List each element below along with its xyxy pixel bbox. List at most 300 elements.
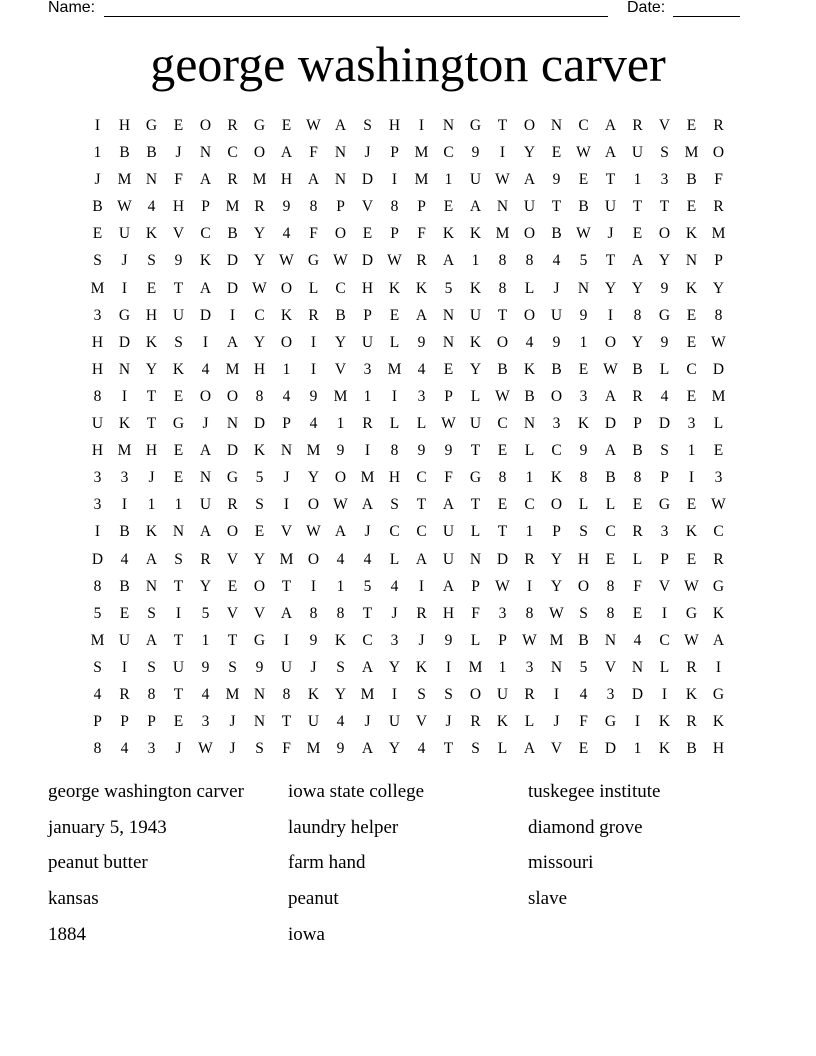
grid-letter: S [579, 523, 588, 541]
grid-letter: 3 [120, 469, 129, 487]
grid-letter: A [199, 523, 212, 541]
grid-letter: 8 [525, 604, 534, 622]
grid-letter: U [361, 333, 374, 351]
grid-letter: J [364, 713, 371, 731]
grid-letter: R [686, 713, 697, 731]
grid-letter: M [495, 225, 510, 243]
grid-letter: S [660, 144, 669, 162]
grid-letter: D [658, 415, 671, 433]
grid-letter: Y [631, 279, 644, 297]
grid-letter: 9 [309, 631, 318, 649]
grid-letter: N [631, 658, 644, 676]
grid-letter: A [442, 577, 455, 595]
grid-letter: 8 [93, 387, 102, 405]
grid-letter: M [117, 171, 132, 189]
grid-letter: 4 [552, 252, 561, 270]
grid-letter: 8 [255, 387, 264, 405]
grid-letter: J [94, 171, 101, 189]
grid-letter: H [253, 360, 266, 378]
grid-letter: E [605, 550, 616, 568]
grid-letter: S [255, 496, 264, 514]
grid-letter: T [443, 740, 454, 758]
grid-letter: A [145, 631, 158, 649]
word-list [48, 778, 768, 956]
grid-letter: N [442, 117, 455, 134]
grid-letter: Y [253, 550, 266, 568]
grid-letter: D [253, 415, 266, 433]
grid-letter: S [228, 658, 237, 676]
grid-letter: I [607, 306, 614, 324]
grid-letter: L [416, 415, 427, 433]
grid-letter: B [119, 577, 130, 595]
grid-letter: U [388, 713, 401, 731]
grid-letter: B [227, 225, 238, 243]
grid-letter: R [524, 685, 535, 703]
grid-letter: J [445, 713, 452, 731]
grid-letter: G [712, 685, 725, 703]
grid-letter: E [173, 469, 184, 487]
grid-letter: F [633, 577, 642, 595]
grid-letter: Y [199, 577, 212, 595]
grid-letter: K [496, 713, 509, 731]
grid-letter: M [414, 144, 429, 162]
word-list-item: diamond grove [528, 816, 643, 838]
grid-letter: A [307, 171, 320, 189]
grid-letter: J [283, 469, 290, 487]
grid-letter: N [550, 117, 563, 134]
grid-letter: M [225, 685, 240, 703]
grid-letter: A [604, 144, 617, 162]
grid-letter: K [685, 279, 698, 297]
grid-letter: A [415, 550, 428, 568]
grid-letter: I [310, 360, 317, 378]
grid-letter: T [605, 171, 616, 189]
grid-letter: C [389, 523, 400, 541]
grid-letter: C [416, 469, 427, 487]
grid-letter: B [632, 360, 643, 378]
grid-letter: Y [631, 333, 644, 351]
grid-letter: A [280, 144, 293, 162]
grid-letter: D [496, 550, 509, 568]
grid-letter: 5 [93, 604, 102, 622]
grid-letter: L [713, 415, 724, 433]
name-blank-line[interactable] [104, 16, 608, 17]
grid-letter: E [254, 523, 265, 541]
grid-letter: M [279, 550, 294, 568]
grid-letter: K [658, 713, 671, 731]
grid-letter: G [253, 117, 266, 134]
grid-letter: P [714, 252, 723, 270]
grid-letter: S [147, 252, 156, 270]
grid-letter: E [686, 387, 697, 405]
grid-letter: L [524, 279, 535, 297]
grid-letter: 4 [660, 387, 669, 405]
grid-letter: 1 [471, 252, 480, 270]
grid-letter: B [686, 740, 697, 758]
grid-letter: N [199, 144, 212, 162]
grid-letter: 3 [660, 171, 669, 189]
grid-letter: W [711, 496, 726, 514]
grid-letter: B [119, 144, 130, 162]
grid-letter: U [469, 171, 482, 189]
grid-letter: R [632, 387, 643, 405]
grid-letter: V [604, 658, 617, 676]
grid-letter: P [336, 198, 345, 216]
grid-letter: L [524, 442, 535, 460]
grid-letter: K [307, 685, 320, 703]
grid-letter: 5 [363, 577, 372, 595]
grid-letter: I [391, 387, 398, 405]
grid-letter: P [444, 387, 453, 405]
grid-letter: U [280, 658, 293, 676]
grid-letter: 1 [93, 144, 102, 162]
grid-letter: 8 [525, 252, 534, 270]
grid-letter: I [283, 496, 290, 514]
grid-letter: K [685, 685, 698, 703]
grid-letter: U [469, 306, 482, 324]
grid-letter: 3 [687, 415, 696, 433]
grid-letter: Y [550, 550, 563, 568]
grid-letter: Y [145, 360, 158, 378]
grid-letter: B [578, 631, 589, 649]
grid-letter: P [282, 415, 291, 433]
grid-letter: 9 [174, 252, 183, 270]
grid-letter: H [442, 604, 455, 622]
grid-letter: 8 [93, 577, 102, 595]
date-label: Date: [627, 0, 670, 16]
grid-letter: M [252, 171, 267, 189]
grid-letter: I [391, 171, 398, 189]
grid-letter: 1 [444, 171, 453, 189]
grid-letter: 8 [93, 740, 102, 758]
grid-letter: E [443, 360, 454, 378]
grid-letter: N [145, 577, 158, 595]
grid-letter: E [92, 225, 103, 243]
grid-letter: I [553, 685, 560, 703]
grid-letter: C [335, 279, 346, 297]
grid-letter: K [712, 604, 725, 622]
grid-letter: M [468, 658, 483, 676]
grid-letter: J [553, 713, 560, 731]
grid-letter: J [229, 713, 236, 731]
grid-letter: 8 [606, 604, 615, 622]
word-list-item: january 5, 1943 [48, 816, 167, 838]
grid-letter: C [497, 415, 508, 433]
grid-letter: L [632, 550, 643, 568]
grid-letter: A [523, 740, 536, 758]
grid-letter: G [172, 415, 185, 433]
grid-letter: 5 [579, 252, 588, 270]
grid-letter: W [252, 279, 267, 297]
grid-letter: T [470, 442, 481, 460]
grid-letter: O [523, 306, 536, 324]
grid-letter: A [199, 442, 212, 460]
grid-letter: W [117, 198, 132, 216]
grid-letter: M [333, 387, 348, 405]
grid-letter: I [715, 658, 722, 676]
grid-letter: N [172, 523, 185, 541]
grid-letter: Y [388, 658, 401, 676]
grid-letter: E [497, 496, 508, 514]
grid-letter: P [633, 415, 642, 433]
grid-letter: B [335, 306, 346, 324]
grid-letter: T [497, 523, 508, 541]
grid-letter: N [118, 360, 131, 378]
grid-letter: P [93, 713, 102, 731]
grid-letter: C [524, 496, 535, 514]
grid-letter: Y [307, 469, 320, 487]
date-blank-line[interactable] [673, 16, 740, 17]
grid-letter: M [387, 360, 402, 378]
grid-letter: R [200, 550, 211, 568]
grid-letter: O [550, 496, 563, 514]
grid-letter: C [659, 631, 670, 649]
grid-letter: B [524, 387, 535, 405]
grid-letter: T [227, 631, 238, 649]
grid-letter: K [415, 658, 428, 676]
grid-letter: I [121, 658, 128, 676]
grid-letter: S [390, 496, 399, 514]
grid-letter: C [254, 306, 265, 324]
grid-letter: 5 [444, 279, 453, 297]
grid-letter: I [661, 604, 668, 622]
grid-letter: R [362, 415, 373, 433]
grid-letter: H [172, 198, 185, 216]
grid-letter: K [712, 713, 725, 731]
grid-letter: I [634, 713, 641, 731]
grid-letter: K [118, 415, 131, 433]
grid-letter: E [362, 225, 373, 243]
grid-letter: N [550, 658, 563, 676]
word-list-item: slave [528, 888, 568, 910]
grid-letter: W [306, 523, 321, 541]
grid-letter: L [389, 333, 400, 351]
grid-letter: J [175, 144, 182, 162]
grid-letter: 9 [417, 333, 426, 351]
grid-letter: P [660, 469, 669, 487]
grid-letter: N [577, 279, 590, 297]
grid-letter: G [118, 306, 131, 324]
grid-letter: 1 [633, 740, 642, 758]
grid-letter: N [280, 442, 293, 460]
grid-letter: E [551, 144, 562, 162]
grid-letter: P [147, 713, 156, 731]
grid-letter: K [172, 360, 185, 378]
grid-letter: L [308, 279, 319, 297]
grid-letter: D [226, 279, 239, 297]
grid-letter: M [225, 360, 240, 378]
grid-letter: O [253, 144, 266, 162]
grid-letter: H [91, 333, 104, 351]
grid-letter: M [549, 631, 564, 649]
grid-letter: A [361, 658, 374, 676]
grid-letter: B [551, 360, 562, 378]
grid-letter: U [550, 306, 563, 324]
grid-letter: N [253, 685, 266, 703]
grid-letter: C [605, 523, 616, 541]
grid-letter: B [605, 469, 616, 487]
grid-letter: 4 [201, 360, 210, 378]
grid-letter: R [254, 198, 265, 216]
grid-letter: E [632, 496, 643, 514]
grid-letter: 4 [525, 333, 534, 351]
grid-letter: E [173, 442, 184, 460]
grid-letter: Y [334, 685, 347, 703]
grid-letter: I [121, 496, 128, 514]
grid-letter: O [604, 333, 617, 351]
grid-letter: H [577, 550, 590, 568]
grid-letter: M [711, 387, 726, 405]
grid-letter: A [334, 523, 347, 541]
grid-letter: 9 [282, 198, 291, 216]
grid-letter: I [121, 279, 128, 297]
grid-letter: H [91, 360, 104, 378]
grid-letter: P [471, 577, 480, 595]
grid-letter: E [173, 117, 184, 134]
grid-letter: K [577, 415, 590, 433]
grid-letter: Y [604, 279, 617, 297]
letter-grid [84, 112, 732, 762]
grid-letter: L [659, 658, 670, 676]
grid-letter: W [441, 415, 456, 433]
grid-letter: T [497, 117, 508, 134]
grid-letter: I [445, 658, 452, 676]
grid-letter: F [309, 144, 318, 162]
grid-letter: P [363, 306, 372, 324]
word-list-item: farm hand [288, 852, 366, 874]
grid-letter: C [227, 144, 238, 162]
grid-letter: L [605, 496, 616, 514]
grid-letter: H [280, 171, 293, 189]
grid-letter: R [227, 496, 238, 514]
grid-letter: N [145, 171, 158, 189]
grid-letter: C [713, 523, 724, 541]
grid-letter: V [334, 360, 347, 378]
grid-letter: 9 [417, 442, 426, 460]
grid-letter: K [442, 225, 455, 243]
grid-letter: P [390, 225, 399, 243]
grid-letter: M [360, 469, 375, 487]
grid-letter: I [229, 306, 236, 324]
grid-letter: Y [712, 279, 725, 297]
grid-letter: S [255, 740, 264, 758]
grid-letter: Y [469, 360, 482, 378]
grid-letter: 8 [714, 306, 723, 324]
grid-letter: E [686, 550, 697, 568]
grid-letter: W [684, 631, 699, 649]
grid-letter: 3 [417, 387, 426, 405]
grid-letter: T [497, 306, 508, 324]
grid-letter: P [552, 523, 561, 541]
grid-letter: I [310, 577, 317, 595]
grid-letter: 3 [390, 631, 399, 649]
grid-letter: 1 [336, 577, 345, 595]
grid-letter: G [469, 117, 482, 134]
grid-letter: 4 [93, 685, 102, 703]
grid-letter: W [198, 740, 213, 758]
grid-letter: O [523, 117, 536, 134]
grid-letter: T [416, 496, 427, 514]
grid-letter: F [471, 604, 480, 622]
grid-letter: W [576, 225, 591, 243]
grid-letter: E [119, 604, 130, 622]
grid-letter: R [524, 550, 535, 568]
grid-letter: A [361, 740, 374, 758]
grid-letter: O [334, 469, 347, 487]
grid-letter: 4 [147, 198, 156, 216]
grid-letter: K [199, 252, 212, 270]
grid-letter: T [281, 713, 292, 731]
grid-letter: J [364, 144, 371, 162]
grid-letter: C [443, 144, 454, 162]
grid-letter: N [469, 550, 482, 568]
grid-letter: 8 [309, 604, 318, 622]
grid-letter: 9 [660, 333, 669, 351]
grid-letter: B [497, 360, 508, 378]
grid-letter: T [173, 631, 184, 649]
grid-letter: O [307, 550, 320, 568]
grid-letter: G [658, 306, 671, 324]
grid-letter: D [361, 171, 374, 189]
grid-letter: S [363, 117, 372, 134]
grid-letter: T [605, 252, 616, 270]
grid-letter: E [686, 496, 697, 514]
grid-letter: 4 [120, 740, 129, 758]
grid-letter: B [686, 171, 697, 189]
grid-letter: G [145, 117, 158, 134]
grid-letter: P [390, 144, 399, 162]
grid-letter: O [307, 496, 320, 514]
grid-letter: O [199, 387, 212, 405]
grid-letter: M [225, 198, 240, 216]
grid-letter: 4 [336, 713, 345, 731]
grid-letter: 4 [417, 360, 426, 378]
grid-letter: K [550, 469, 563, 487]
grid-letter: 9 [471, 144, 480, 162]
grid-letter: F [309, 225, 318, 243]
grid-letter: N [199, 469, 212, 487]
grid-letter: S [147, 658, 156, 676]
grid-letter: 5 [255, 469, 264, 487]
grid-letter: N [334, 171, 347, 189]
grid-letter: V [280, 523, 293, 541]
grid-letter: E [713, 442, 724, 460]
grid-letter: 8 [147, 685, 156, 703]
grid-letter: Y [253, 252, 266, 270]
grid-letter: E [443, 198, 454, 216]
grid-letter: R [632, 117, 643, 134]
grid-letter: T [146, 387, 157, 405]
grid-letter: 3 [93, 496, 102, 514]
grid-letter: H [145, 306, 158, 324]
grid-letter: O [469, 685, 482, 703]
grid-letter: I [283, 631, 290, 649]
grid-letter: E [227, 577, 238, 595]
grid-letter: 1 [525, 469, 534, 487]
grid-letter: 8 [390, 442, 399, 460]
grid-letter: J [310, 658, 317, 676]
grid-letter: I [364, 442, 371, 460]
grid-letter: I [202, 333, 209, 351]
grid-letter: W [711, 333, 726, 351]
grid-letter: 9 [255, 658, 264, 676]
grid-letter: 4 [282, 225, 291, 243]
grid-letter: O [658, 225, 671, 243]
grid-letter: M [711, 225, 726, 243]
grid-letter: E [173, 387, 184, 405]
grid-letter: T [470, 496, 481, 514]
grid-letter: O [253, 577, 266, 595]
